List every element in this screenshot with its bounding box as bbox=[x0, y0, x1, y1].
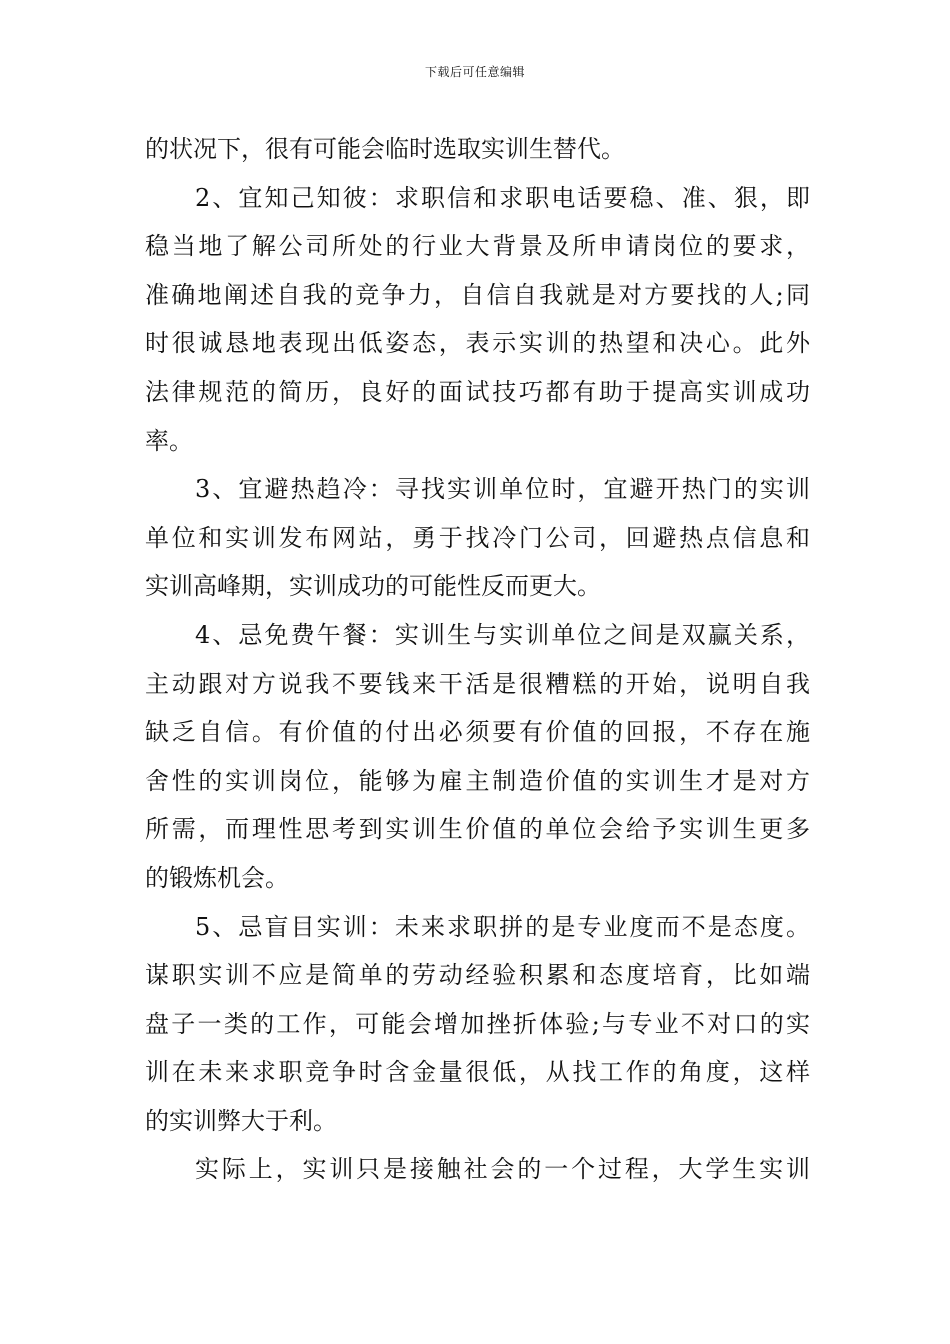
text-line: 所需，而理性思考到实训生价值的单位会给予实训生更多 bbox=[145, 815, 810, 844]
text-line: 5、忌盲目实训：未来求职拼的是专业度而不是态度。 bbox=[195, 912, 810, 941]
text-line: 时很诚恳地表现出低姿态，表示实训的热望和决心。此外 bbox=[145, 329, 810, 358]
page-header: 下载后可任意编辑 bbox=[424, 65, 525, 79]
text-line: 稳当地了解公司所处的行业大背景及所申请岗位的要求， bbox=[145, 232, 810, 261]
text-line: 率。 bbox=[145, 426, 193, 455]
text-line: 缺乏自信。有价值的付出必须要有价值的回报，不存在施 bbox=[145, 718, 810, 747]
text-line: 准确地阐述自我的竞争力，自信自我就是对方要找的人;同 bbox=[145, 280, 810, 309]
text-line: 盘子一类的工作，可能会增加挫折体验;与专业不对口的实 bbox=[145, 1009, 810, 1038]
text-line: 主动跟对方说我不要钱来干活是很糟糕的开始，说明自我 bbox=[145, 669, 810, 698]
text-line: 舍性的实训岗位，能够为雇主制造价值的实训生才是对方 bbox=[145, 766, 810, 795]
text-line: 单位和实训发布网站，勇于找冷门公司，回避热点信息和 bbox=[145, 523, 810, 552]
text-line: 2、宜知己知彼：求职信和求职电话要稳、准、狠，即 bbox=[195, 183, 810, 212]
text-line: 的锻炼机会。 bbox=[145, 863, 289, 892]
text-line: 的实训弊大于利。 bbox=[145, 1106, 337, 1135]
text-line: 4、忌免费午餐：实训生与实训单位之间是双赢关系， bbox=[195, 620, 810, 649]
text-line: 谋职实训不应是简单的劳动经验积累和态度培育，比如端 bbox=[145, 961, 810, 990]
document-body bbox=[145, 125, 810, 1194]
text-line: 3、宜避热趋冷：寻找实训单位时，宜避开热门的实训 bbox=[195, 475, 810, 504]
text-line: 实训高峰期，实训成功的可能性反而更大。 bbox=[145, 572, 601, 601]
text-line: 法律规范的简历，良好的面试技巧都有助于提高实训成功 bbox=[145, 377, 810, 406]
text-line: 实际上，实训只是接触社会的一个过程，大学生实训 bbox=[195, 1155, 810, 1184]
text-line: 训在未来求职竞争时含金量很低，从找工作的角度，这样 bbox=[145, 1058, 810, 1087]
text-line: 的状况下，很有可能会临时选取实训生替代。 bbox=[145, 135, 625, 163]
